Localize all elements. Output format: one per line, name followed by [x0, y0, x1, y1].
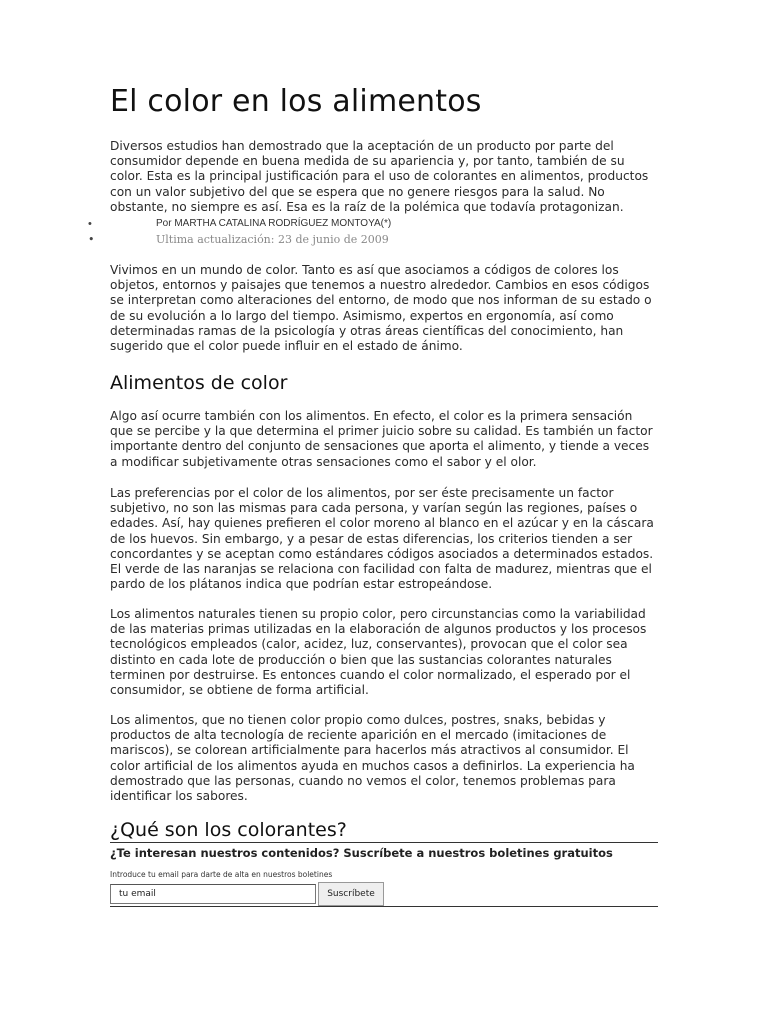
newsletter-top-rule	[110, 842, 658, 843]
newsletter-title: ¿Te interesan nuestros contenidos? Suscríbete a nuestros boletines gratuitos	[110, 846, 613, 860]
paragraph-3: Las preferencias por el color de los alimentos, por ser éste precisamente un factor subjetivo, no son las mismas para cada persona, y varían según las regiones, países o edades. Así, hay quienes prefieren el color moreno al blanco en el azúcar y en la cáscara de los huevos. Sin embargo, y a pesar de estas diferencias, los criterios tienden a ser concordantes y se aceptan como estándares códigos asociados a determinados estados. El verde de las naranjas se relaciona con facilidad con falta de madurez, mientras que el pardo de los plátanos indica que podrían estar estropeándose.	[110, 486, 654, 592]
paragraph-4: Los alimentos naturales tienen su propio color, pero circunstancias como la variabilidad de las materias primas utilizadas en la elaboración de algunos productos y los procesos tecnológicos empleados (calor, acidez, luz, conservantes), provocan que el color sea distinto en cada lote de producción o bien que las sustancias colorantes naturales terminen por destruirse. Es entonces cuando el color normalizado, el esperado por el consumidor, se obtiene de forma artificial.	[110, 607, 647, 698]
subscribe-button[interactable]: Suscríbete	[318, 882, 384, 906]
section-heading-alimentos-de-color: Alimentos de color	[110, 372, 288, 394]
author-byline: Por MARTHA CATALINA RODRÍGUEZ MONTOYA(*)	[156, 218, 392, 229]
page-title: El color en los alimentos	[110, 84, 482, 119]
email-field[interactable]	[110, 884, 316, 904]
newsletter-bottom-rule	[110, 906, 658, 907]
newsletter-label: Introduce tu email para darte de alta en nuestros boletines	[110, 870, 333, 879]
last-updated: Ultima actualización: 23 de junio de 2009	[156, 233, 389, 246]
bullet-icon: •	[88, 233, 95, 246]
paragraph-5: Los alimentos, que no tienen color propio como dulces, postres, snaks, bebidas y productos de alta tecnología de reciente aparición en el mercado (imitaciones de mariscos), se colorean artificialmente para hacerlos más atractivos al consumidor. El color artificial de los alimentos ayuda en muchos casos a definirlos. La experiencia ha demostrado que las personas, cuando no vemos el color, tenemos problemas para identificar los sabores.	[110, 713, 635, 804]
paragraph-2: Algo así ocurre también con los alimentos. En efecto, el color es la primera sensación que se percibe y la que determina el primer juicio sobre su calidad. Es también un factor importante dentro del conjunto de sensaciones que aporta el alimento, y tiende a veces a modificar subjetivamente otras sensaciones como el sabor y el olor.	[110, 409, 653, 469]
paragraph-1: Vivimos en un mundo de color. Tanto es así que asociamos a códigos de colores los objetos, entornos y paisajes que tenemos a nuestro alrededor. Cambios en esos códigos se interpretan como alteraciones del entorno, de modo que nos informan de su estado o de su evolución a lo largo del tiempo. Asimismo, expertos en ergonomía, así como determinadas ramas de la psicología y otras áreas científicas del conocimiento, han sugerido que el color puede influir en el estado de ánimo.	[110, 263, 652, 354]
intro-paragraph: Diversos estudios han demostrado que la aceptación de un producto por parte del consumidor depende en buena medida de su apariencia y, por tanto, también de su color. Esta es la principal justificación para el uso de colorantes en alimentos, productos con un valor subjetivo del que se espera que no genere riesgos para la salud. No obstante, no siempre es así. Esa es la raíz de la polémica que todavía protagonizan.	[110, 139, 649, 214]
section-heading-que-son-los-colorantes: ¿Qué son los colorantes?	[110, 819, 347, 841]
bullet-icon: •	[88, 218, 92, 230]
